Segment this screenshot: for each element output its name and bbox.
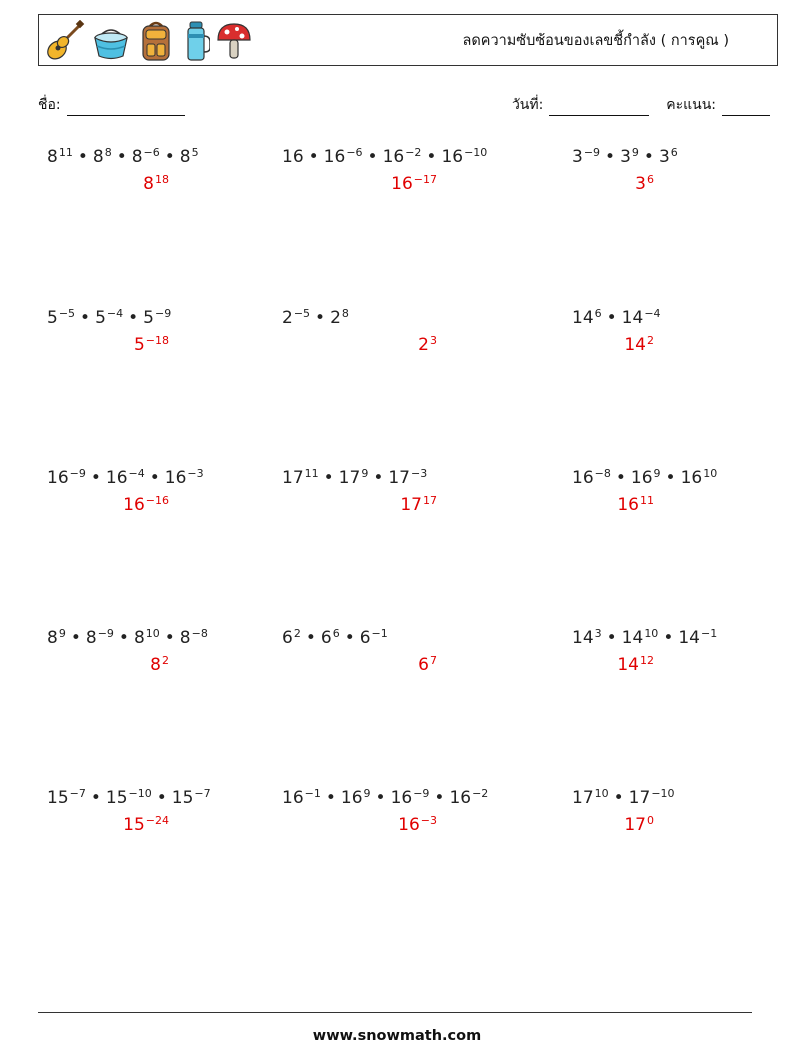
problem-answer xyxy=(572,494,654,516)
multiply-dot: • xyxy=(606,628,617,648)
multiply-dot: • xyxy=(373,468,384,488)
problem-answer xyxy=(47,654,169,676)
guitar-icon xyxy=(43,20,85,62)
multiply-dot: • xyxy=(375,788,386,808)
problem-expression xyxy=(572,307,792,329)
power-term: $2^{-5}$ xyxy=(282,307,311,328)
answer-power: $8^2$ xyxy=(150,654,169,675)
power-term: $16^{-1}$ xyxy=(282,787,321,808)
problem-expression xyxy=(47,467,267,489)
multiply-dot: • xyxy=(149,468,160,488)
power-term: $6^2$ xyxy=(282,627,301,648)
power-term: $5^{-4}$ xyxy=(95,307,124,328)
power-term: $8^{-6}$ xyxy=(131,146,160,167)
power-term: $16^{-9}$ xyxy=(390,787,430,808)
power-term: $14^{10}$ xyxy=(621,627,659,648)
problem-expression xyxy=(572,627,792,649)
power-term: $3^9$ xyxy=(620,146,639,167)
problem-expression xyxy=(572,146,792,168)
problem-answer xyxy=(47,173,169,195)
problem-item xyxy=(572,627,792,676)
problem-expression xyxy=(282,146,502,168)
multiply-dot: • xyxy=(156,788,167,808)
problem-answer xyxy=(282,173,437,195)
problem-expression xyxy=(47,787,267,809)
problem-item xyxy=(572,307,792,356)
power-term: $8^{-9}$ xyxy=(85,627,114,648)
power-term: $14^3$ xyxy=(572,627,602,648)
bucket-icon xyxy=(90,20,132,62)
multiply-dot: • xyxy=(434,788,445,808)
worksheet-title: ลดความซับซ้อนของเลขชี้กำลัง ( การคูณ ) xyxy=(462,33,729,49)
answer-power: $17^0$ xyxy=(624,814,654,835)
multiply-dot: • xyxy=(665,468,676,488)
multiply-dot: • xyxy=(315,308,326,328)
multiply-dot: • xyxy=(118,628,129,648)
multiply-dot: • xyxy=(426,147,437,167)
multiply-dot: • xyxy=(164,147,175,167)
answer-power: $16^{11}$ xyxy=(617,494,654,515)
power-term: $14^{-4}$ xyxy=(621,307,661,328)
problem-item xyxy=(282,787,502,836)
problem-expression xyxy=(282,467,502,489)
multiply-dot: • xyxy=(128,308,139,328)
problem-answer xyxy=(282,814,437,836)
power-term: $16^{10}$ xyxy=(680,467,718,488)
problem-item xyxy=(47,467,267,516)
multiply-dot: • xyxy=(80,308,91,328)
problem-expression xyxy=(282,787,502,809)
multiply-dot: • xyxy=(305,628,316,648)
power-term: $8^{-8}$ xyxy=(179,627,208,648)
power-term: $5^{-9}$ xyxy=(143,307,172,328)
student-info-row xyxy=(38,94,770,116)
problem-item xyxy=(47,307,267,356)
problem-item xyxy=(282,307,502,356)
problem-expression xyxy=(572,467,792,489)
answer-power: $8^{18}$ xyxy=(143,173,169,194)
score-label: คะแนน: xyxy=(666,97,716,113)
power-term: $16^{-9}$ xyxy=(47,467,86,488)
multiply-dot: • xyxy=(70,628,81,648)
problem-answer xyxy=(572,654,654,676)
power-term: $16^{-8}$ xyxy=(572,467,611,488)
power-term: $3^{-9}$ xyxy=(572,146,601,167)
power-term: $15^{-10}$ xyxy=(105,787,152,808)
problem-item xyxy=(572,146,792,195)
power-term: $17^{10}$ xyxy=(572,787,609,808)
multiply-dot: • xyxy=(90,788,101,808)
multiply-dot: • xyxy=(116,147,127,167)
footer-divider xyxy=(38,1012,752,1013)
power-term: $16^9$ xyxy=(630,467,661,488)
problem-item xyxy=(282,467,502,516)
multiply-dot: • xyxy=(90,468,101,488)
power-term: $3^6$ xyxy=(658,146,678,167)
answer-power: $3^6$ xyxy=(635,173,654,194)
problem-item xyxy=(282,146,502,195)
answer-power: $2^3$ xyxy=(418,334,437,355)
power-term: $16^{-6}$ xyxy=(323,146,363,167)
power-term: $6^{-1}$ xyxy=(359,627,388,648)
date-blank[interactable] xyxy=(549,101,649,116)
power-term: $16^{-4}$ xyxy=(105,467,145,488)
problem-answer xyxy=(282,494,437,516)
multiply-dot: • xyxy=(325,788,336,808)
power-term: $15^{-7}$ xyxy=(47,787,86,808)
power-term: $14^{-1}$ xyxy=(678,627,718,648)
power-term: $16^{-10}$ xyxy=(441,146,488,167)
power-term: $8^5$ xyxy=(179,146,199,167)
multiply-dot: • xyxy=(367,147,378,167)
answer-power: $15^{-24}$ xyxy=(123,814,169,835)
date-score-fields xyxy=(512,94,770,116)
problem-answer xyxy=(47,494,169,516)
problem-answer xyxy=(572,814,654,836)
icon-strip xyxy=(43,18,253,64)
power-term: $8^9$ xyxy=(47,627,66,648)
problem-item xyxy=(572,787,792,836)
answer-power: $17^{17}$ xyxy=(400,494,437,515)
problem-item xyxy=(572,467,792,516)
power-term: $17^{11}$ xyxy=(282,467,319,488)
answer-power: $6^7$ xyxy=(418,654,437,675)
problem-expression xyxy=(572,787,792,809)
thermos-icon xyxy=(180,20,210,62)
power-term: $16^{-3}$ xyxy=(164,467,204,488)
power-term: $16^{-2}$ xyxy=(382,146,422,167)
date-label: วันที่: xyxy=(511,97,544,113)
multiply-dot: • xyxy=(605,147,616,167)
power-term: $17^9$ xyxy=(338,467,369,488)
score-blank[interactable] xyxy=(722,101,770,116)
problem-expression xyxy=(282,627,502,649)
mushroom-icon xyxy=(215,20,253,62)
multiply-dot: • xyxy=(77,147,88,167)
problem-answer xyxy=(47,814,169,836)
power-term: 16 xyxy=(282,147,304,167)
multiply-dot: • xyxy=(613,788,624,808)
name-blank[interactable] xyxy=(67,101,185,116)
multiply-dot: • xyxy=(663,628,674,648)
problem-item xyxy=(47,627,267,676)
multiply-dot: • xyxy=(606,308,617,328)
power-term: $5^{-5}$ xyxy=(47,307,76,328)
name-field[interactable] xyxy=(38,94,185,116)
power-term: $17^{-10}$ xyxy=(628,787,675,808)
power-term: $8^8$ xyxy=(92,146,112,167)
answer-power: $5^{-18}$ xyxy=(133,334,169,355)
multiply-dot: • xyxy=(164,628,175,648)
power-term: $6^6$ xyxy=(320,627,340,648)
problem-answer xyxy=(572,173,654,195)
power-term: $14^6$ xyxy=(572,307,602,328)
answer-power: $16^{-16}$ xyxy=(123,494,169,515)
answer-power: $14^2$ xyxy=(624,334,654,355)
answer-power: $14^{12}$ xyxy=(617,654,654,675)
answer-power: $16^{-3}$ xyxy=(398,814,437,835)
multiply-dot: • xyxy=(308,147,319,167)
multiply-dot: • xyxy=(615,468,626,488)
problem-item xyxy=(282,627,502,676)
multiply-dot: • xyxy=(323,468,334,488)
power-term: $17^{-3}$ xyxy=(388,467,428,488)
worksheet-header xyxy=(38,14,778,66)
power-term: $8^{10}$ xyxy=(133,627,160,648)
problem-expression xyxy=(47,146,267,168)
footer-website: www.snowmath.com xyxy=(312,1028,482,1044)
problem-answer xyxy=(282,334,437,356)
backpack-icon xyxy=(137,20,175,62)
problem-expression xyxy=(282,307,502,329)
answer-power: $16^{-17}$ xyxy=(391,173,437,194)
problem-item xyxy=(47,787,267,836)
power-term: $16^9$ xyxy=(340,787,371,808)
power-term: $8^{11}$ xyxy=(47,146,73,167)
power-term: $2^8$ xyxy=(330,307,349,328)
name-label: ชื่อ: xyxy=(38,97,61,113)
problem-expression xyxy=(47,627,267,649)
problem-answer xyxy=(572,334,654,356)
multiply-dot: • xyxy=(344,628,355,648)
multiply-dot: • xyxy=(643,147,654,167)
problem-item xyxy=(47,146,267,195)
problem-answer xyxy=(282,654,437,676)
problem-expression xyxy=(47,307,267,329)
power-term: $16^{-2}$ xyxy=(449,787,489,808)
power-term: $15^{-7}$ xyxy=(171,787,211,808)
problem-answer xyxy=(47,334,169,356)
